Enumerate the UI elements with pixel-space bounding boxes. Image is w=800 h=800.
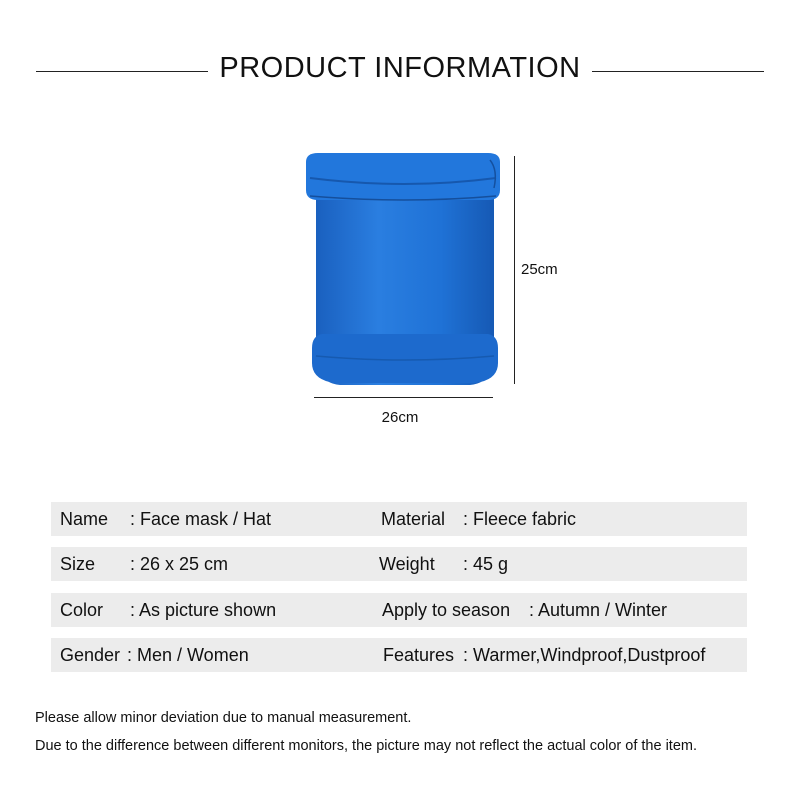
spec-value-color: : As picture shown bbox=[130, 600, 277, 620]
spec-value-gender: : Men / Women bbox=[127, 645, 249, 665]
spec-row bbox=[51, 593, 747, 627]
spec-label-name: Name bbox=[60, 509, 109, 529]
product-image bbox=[300, 148, 570, 438]
spec-value-size: : 26 x 25 cm bbox=[130, 554, 229, 574]
spec-label-gender: Gender bbox=[60, 645, 121, 665]
height-dimension-line bbox=[514, 156, 515, 384]
spec-value-features: : Warmer,Windproof,Dustproof bbox=[463, 645, 706, 665]
spec-row bbox=[51, 502, 747, 536]
title-divider-right bbox=[592, 71, 764, 72]
width-dimension-line bbox=[314, 397, 493, 398]
page-title: PRODUCT INFORMATION bbox=[219, 52, 581, 84]
spec-label-size: Size bbox=[60, 554, 96, 574]
height-label: 25cm bbox=[521, 261, 558, 278]
page-header bbox=[0, 52, 800, 92]
gaiter-top-cuff bbox=[306, 153, 500, 200]
spec-value-name: : Face mask / Hat bbox=[130, 509, 272, 529]
spec-value-material: : Fleece fabric bbox=[463, 509, 577, 529]
width-label: 26cm bbox=[381, 409, 419, 426]
spec-label-weight: Weight bbox=[379, 554, 435, 574]
spec-label-features: Features bbox=[383, 645, 455, 665]
note-measurement: Please allow minor deviation due to manual measurement. bbox=[35, 710, 412, 726]
spec-value-season: : Autumn / Winter bbox=[529, 600, 668, 620]
title-divider-left bbox=[36, 71, 208, 72]
spec-label-material: Material bbox=[381, 509, 446, 529]
spec-label-color: Color bbox=[60, 600, 104, 620]
spec-label-season: Apply to season bbox=[382, 600, 511, 620]
spec-value-weight: : 45 g bbox=[463, 554, 509, 574]
note-color: Due to the difference between different monitors, the picture may not reflect the actual color of the item. bbox=[35, 738, 697, 754]
spec-row bbox=[51, 638, 747, 672]
spec-row bbox=[51, 547, 747, 581]
